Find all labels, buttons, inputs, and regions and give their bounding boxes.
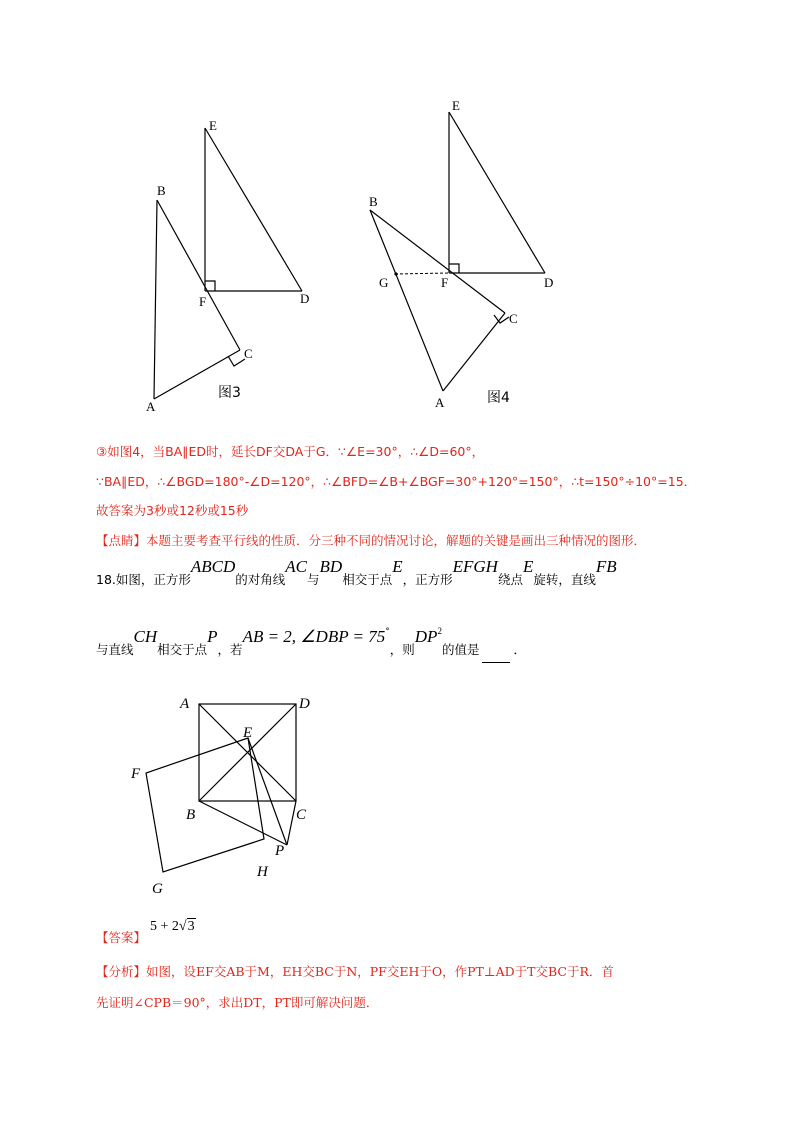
fig3-label-B: B [157, 183, 166, 198]
solution-line-1: ③如图4，当BA∥ED时，延长DF交DA于G．∵∠E=30°，∴∠D=60°， [96, 444, 485, 459]
fig18-label-E: E [243, 725, 253, 741]
problem-text-10: ，则 [389, 642, 415, 657]
fig3-label-A: A [146, 399, 156, 414]
solution-line-2: ∵BA∥ED，∴∠BGD=180°-∠D=120°，∴∠BFD=∠B+∠BGF=30°+120°=150°，∴t=150°÷10°=15． [96, 474, 697, 489]
fig4-label-A: A [435, 395, 445, 410]
analysis-text-1: 如图，设EF交AB于M，EH交BC于N，PF交EH于O，作PT⊥AD于T交BC于R．首 [146, 964, 614, 979]
answer-blank [482, 650, 510, 663]
fig18-label-H: H [257, 864, 268, 880]
analysis-line-1 [96, 962, 614, 982]
fig4-label-F: F [441, 275, 449, 290]
answer-radicand: 3 [187, 919, 195, 934]
problem-text-3: 相交于点 [342, 572, 393, 587]
answer-line [96, 916, 196, 945]
problem-number: 18.如图，正方形 [96, 572, 191, 587]
comment-line [96, 531, 646, 551]
fig4-label-E: E [452, 98, 460, 113]
analysis-tag: 【分析】 [96, 964, 147, 979]
fig18-label-C: C [296, 807, 307, 823]
fig4-caption: 图4 [487, 390, 510, 406]
math-condition: AB = 2, ∠DBP = 75 [242, 627, 386, 646]
math-e: E [392, 557, 403, 576]
math-square: 2 [437, 626, 442, 636]
problem-text-8: 相交于点 [157, 642, 208, 657]
fig18-label-A: A [180, 696, 190, 712]
fig18-label-G: G [152, 881, 163, 897]
fig3-label-F: F [199, 294, 207, 309]
figure-4 [365, 92, 565, 412]
math-e2: E [522, 557, 534, 576]
sqrt-sign: √ [178, 919, 187, 934]
problem-text-11: 的值是 [441, 642, 480, 657]
fig4-label-G: G [379, 275, 389, 290]
comment-text: 本题主要考查平行线的性质．分三种不同的情况讨论，解题的关键是画出三种情况的图形． [146, 533, 647, 548]
math-dp: DP [414, 627, 438, 646]
math-abcd: ABCD [190, 557, 236, 576]
math-efgh: EFGH [452, 557, 498, 576]
math-fb: FB [595, 557, 617, 576]
answer-tag: 【答案】 [96, 930, 147, 945]
problem-text-12: ． [513, 642, 526, 657]
figure-3 [130, 110, 310, 420]
math-degree: ° [385, 627, 390, 637]
fig18-label-P: P [275, 843, 285, 859]
answer-prefix: 5 + 2 [150, 919, 179, 934]
fig3-label-C: C [244, 346, 253, 361]
problem-18-line-1 [96, 557, 617, 593]
answer-value [150, 919, 196, 934]
problem-text-7: 与直线 [96, 642, 134, 657]
fig18-label-D: D [299, 696, 310, 712]
fig4-label-B: B [369, 194, 378, 209]
fig3-label-D: D [300, 291, 310, 306]
fig4-label-D: D [544, 275, 554, 290]
fig4-label-C: C [509, 311, 518, 326]
problem-text-5: 绕点 [497, 572, 523, 587]
math-p: P [207, 627, 218, 646]
fig3-label-E: E [209, 118, 217, 133]
solution-line-3: 故答案为3秒或12秒或15秒 [96, 503, 249, 518]
figure-18 [125, 685, 325, 900]
problem-18-line-2 [96, 626, 526, 663]
problem-text-6: 旋转，直线 [533, 572, 596, 587]
math-bd: BD [319, 557, 343, 576]
problem-text-2: 与 [307, 572, 320, 587]
comment-tag: 【点睛】 [96, 533, 147, 548]
analysis-line-2: 先证明∠CPB＝90°，求出DT，PT即可解决问题． [96, 995, 379, 1010]
fig18-label-B: B [186, 807, 196, 823]
problem-text-4: ，正方形 [402, 572, 453, 587]
problem-text-1: 的对角线 [235, 572, 286, 587]
problem-text-9: ，若 [217, 642, 243, 657]
fig18-label-F: F [131, 766, 141, 782]
math-ch: CH [133, 627, 158, 646]
math-ac: AC [285, 557, 308, 576]
fig3-caption: 图3 [218, 385, 241, 401]
